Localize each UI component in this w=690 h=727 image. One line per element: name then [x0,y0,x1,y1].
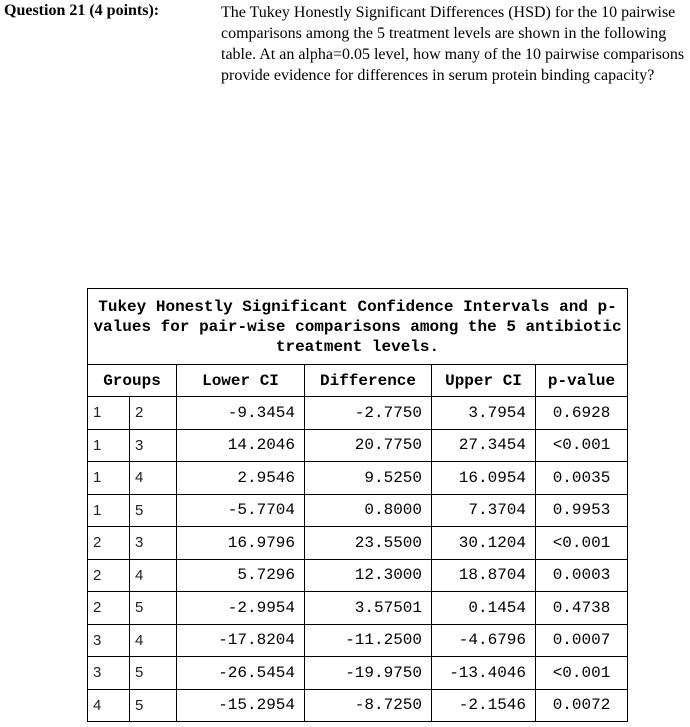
p-value-cell: <0.001 [536,429,628,462]
lower-ci-cell: -15.2954 [177,689,305,722]
group-2-cell: 5 [130,592,177,625]
p-value-cell: <0.001 [536,657,628,690]
question-label: Question 21 (4 points): [4,2,160,19]
group-2-cell: 4 [130,624,177,657]
upper-ci-cell: 7.3704 [432,494,536,527]
table-row [88,689,628,722]
group-2-cell: 5 [130,494,177,527]
lower-ci-cell: -26.5454 [177,657,305,690]
lower-ci-cell: 16.9796 [177,527,305,560]
header-groups: Groups [88,365,177,397]
group-1-cell: 2 [88,559,130,592]
difference-cell: 12.3000 [305,559,432,592]
table-row [88,429,628,462]
lower-ci-cell: -9.3454 [177,397,305,430]
group-1-cell: 3 [88,657,130,690]
table-row [88,494,628,527]
header-difference: Difference [305,365,432,397]
lower-ci-cell: -17.8204 [177,624,305,657]
lower-ci-cell: -5.7704 [177,494,305,527]
difference-cell: 0.8000 [305,494,432,527]
group-2-cell: 5 [130,657,177,690]
p-value-cell: 0.9953 [536,494,628,527]
lower-ci-cell: 5.7296 [177,559,305,592]
group-2-cell: 4 [130,462,177,495]
difference-cell: -8.7250 [305,689,432,722]
header-upper-ci: Upper CI [432,365,536,397]
group-1-cell: 4 [88,689,130,722]
table-row [88,657,628,690]
upper-ci-cell: 16.0954 [432,462,536,495]
p-value-cell: 0.0003 [536,559,628,592]
table-body [88,397,628,722]
group-1-cell: 2 [88,592,130,625]
p-value-cell: 0.0072 [536,689,628,722]
difference-cell: -2.7750 [305,397,432,430]
difference-cell: -11.2500 [305,624,432,657]
upper-ci-cell: -13.4046 [432,657,536,690]
header-lower-ci: Lower CI [177,365,305,397]
upper-ci-cell: 27.3454 [432,429,536,462]
header-p-value: p-value [536,365,628,397]
table-caption: Tukey Honestly Significant Confidence Intervals and p-values for pair-wise comparisons among the 5 antibiotic treatment levels. [88,289,628,365]
upper-ci-cell: 0.1454 [432,592,536,625]
difference-cell: 23.5500 [305,527,432,560]
lower-ci-cell: 2.9546 [177,462,305,495]
group-2-cell: 3 [130,429,177,462]
difference-cell: 3.57501 [305,592,432,625]
p-value-cell: 0.0007 [536,624,628,657]
table-row [88,527,628,560]
p-value-cell: 0.0035 [536,462,628,495]
upper-ci-cell: 30.1204 [432,527,536,560]
upper-ci-cell: -2.1546 [432,689,536,722]
tukey-table [87,288,628,722]
table-row [88,462,628,495]
p-value-cell: 0.6928 [536,397,628,430]
lower-ci-cell: -2.9954 [177,592,305,625]
upper-ci-cell: 3.7954 [432,397,536,430]
group-2-cell: 5 [130,689,177,722]
difference-cell: 9.5250 [305,462,432,495]
group-1-cell: 1 [88,397,130,430]
lower-ci-cell: 14.2046 [177,429,305,462]
table-row [88,559,628,592]
difference-cell: 20.7750 [305,429,432,462]
group-2-cell: 2 [130,397,177,430]
table-row [88,624,628,657]
group-1-cell: 1 [88,494,130,527]
group-2-cell: 3 [130,527,177,560]
upper-ci-cell: 18.8704 [432,559,536,592]
group-2-cell: 4 [130,559,177,592]
question-text: The Tukey Honestly Significant Differences (HSD) for the 10 pairwise comparisons among the 5 treatment levels are shown in the following table. At an alpha=0.05 level, how many of the 10 pairwise comparisons provide evidence for differences in serum protein binding capacity? [221,4,685,84]
group-1-cell: 2 [88,527,130,560]
group-1-cell: 1 [88,429,130,462]
p-value-cell: 0.4738 [536,592,628,625]
difference-cell: -19.9750 [305,657,432,690]
table-row [88,592,628,625]
table-row [88,397,628,430]
p-value-cell: <0.001 [536,527,628,560]
group-1-cell: 3 [88,624,130,657]
group-1-cell: 1 [88,462,130,495]
upper-ci-cell: -4.6796 [432,624,536,657]
